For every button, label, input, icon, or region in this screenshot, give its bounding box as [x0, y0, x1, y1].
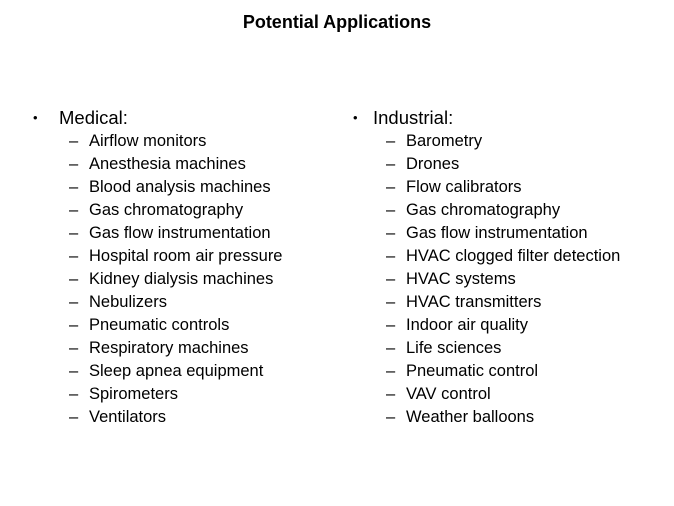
list-item: [33, 291, 333, 314]
bullet-icon: •: [353, 110, 358, 125]
list-item: [353, 268, 668, 291]
list-item: [353, 199, 668, 222]
dash-icon: –: [386, 339, 396, 357]
list-item: [33, 383, 333, 406]
dash-icon: –: [69, 132, 79, 150]
list-item-label: Weather balloons: [406, 408, 535, 426]
list-item-label: VAV control: [406, 385, 491, 403]
list-item: [33, 222, 333, 245]
dash-icon: –: [386, 201, 396, 219]
list-item: [353, 337, 668, 360]
list-item: [353, 130, 668, 153]
medical-heading-row: [33, 106, 333, 130]
list-item: [353, 222, 668, 245]
list-item: [353, 153, 668, 176]
list-item: [33, 199, 333, 222]
list-item-label: Barometry: [406, 132, 483, 150]
dash-icon: –: [386, 224, 396, 242]
industrial-list: [353, 130, 668, 429]
dash-icon: –: [69, 293, 79, 311]
list-item: [353, 360, 668, 383]
list-item: [33, 314, 333, 337]
list-item: [33, 406, 333, 429]
dash-icon: –: [69, 385, 79, 403]
list-item: [353, 314, 668, 337]
dash-icon: –: [69, 408, 79, 426]
list-item-label: HVAC transmitters: [406, 293, 542, 311]
dash-icon: –: [386, 270, 396, 288]
list-item-label: Gas chromatography: [89, 201, 244, 219]
dash-icon: –: [69, 224, 79, 242]
list-item: [33, 245, 333, 268]
industrial-heading-row: [353, 106, 668, 130]
list-item-label: Gas flow instrumentation: [89, 224, 271, 242]
list-item: [33, 176, 333, 199]
dash-icon: –: [69, 362, 79, 380]
dash-icon: –: [69, 339, 79, 357]
list-item-label: Hospital room air pressure: [89, 247, 283, 265]
dash-icon: –: [69, 316, 79, 334]
industrial-column: [353, 106, 668, 429]
dash-icon: –: [386, 293, 396, 311]
list-item-label: HVAC clogged filter detection: [406, 247, 621, 265]
list-item-label: Anesthesia machines: [89, 155, 246, 173]
list-item-label: Life sciences: [406, 339, 502, 357]
dash-icon: –: [386, 408, 396, 426]
list-item: [353, 291, 668, 314]
list-item-label: Respiratory machines: [89, 339, 249, 357]
industrial-heading: Industrial:: [373, 107, 454, 128]
medical-heading: Medical:: [59, 107, 128, 128]
dash-icon: –: [386, 155, 396, 173]
list-item: [33, 337, 333, 360]
list-item-label: Gas chromatography: [406, 201, 561, 219]
list-item: [33, 130, 333, 153]
dash-icon: –: [386, 132, 396, 150]
list-item-label: Pneumatic control: [406, 362, 539, 380]
list-item-label: Nebulizers: [89, 293, 167, 311]
bullet-icon: •: [33, 110, 38, 125]
list-item-label: Spirometers: [89, 385, 178, 403]
list-item-label: HVAC systems: [406, 270, 516, 288]
list-item-label: Drones: [406, 155, 460, 173]
dash-icon: –: [386, 316, 396, 334]
list-item-label: Kidney dialysis machines: [89, 270, 274, 288]
dash-icon: –: [386, 178, 396, 196]
dash-icon: –: [386, 362, 396, 380]
list-item: [33, 153, 333, 176]
list-item-label: Ventilators: [89, 408, 167, 426]
list-item: [353, 406, 668, 429]
list-item-label: Flow calibrators: [406, 178, 522, 196]
list-item-label: Sleep apnea equipment: [89, 362, 264, 380]
list-item: [353, 176, 668, 199]
dash-icon: –: [386, 247, 396, 265]
list-item-label: Airflow monitors: [89, 132, 207, 150]
dash-icon: –: [69, 155, 79, 173]
list-item: [353, 245, 668, 268]
list-item: [33, 360, 333, 383]
medical-column: [33, 106, 333, 429]
dash-icon: –: [69, 247, 79, 265]
medical-list: [33, 130, 333, 429]
dash-icon: –: [69, 270, 79, 288]
list-item-label: Gas flow instrumentation: [406, 224, 588, 242]
dash-icon: –: [69, 178, 79, 196]
dash-icon: –: [69, 201, 79, 219]
list-item: [353, 383, 668, 406]
list-item-label: Blood analysis machines: [89, 178, 271, 196]
slide-title: Potential Applications: [242, 12, 432, 32]
list-item-label: Indoor air quality: [406, 316, 528, 334]
dash-icon: –: [386, 385, 396, 403]
list-item-label: Pneumatic controls: [89, 316, 230, 334]
list-item: [33, 268, 333, 291]
